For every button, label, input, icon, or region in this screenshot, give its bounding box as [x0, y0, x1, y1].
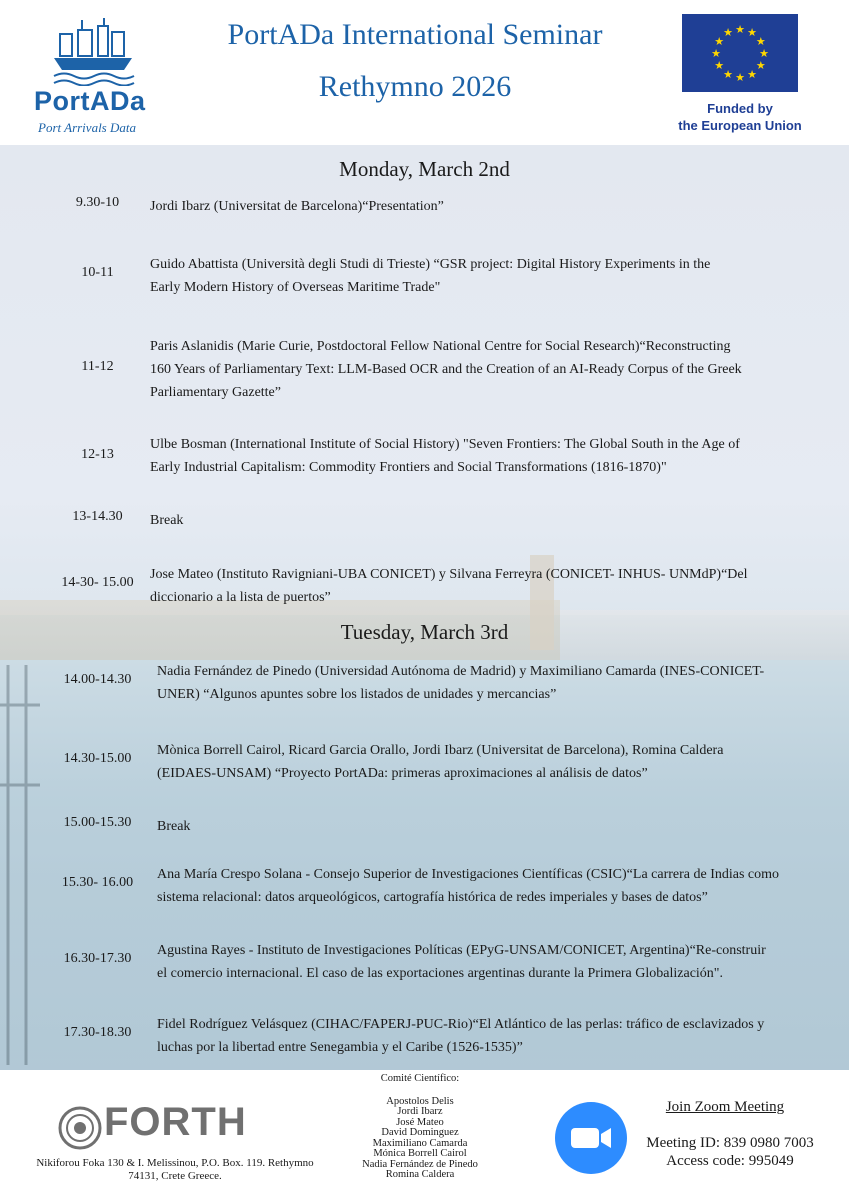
talk-line: Early Modern History of Overseas Maritime Trade": [150, 280, 441, 295]
session-talk: [157, 939, 817, 985]
session-time: 11-12: [81, 359, 114, 374]
eu-star: ★: [747, 27, 757, 40]
talk-line: Nadia Fernández de Pinedo (Universidad Autónoma de Madrid) y Maximiliano Camarda (INES-CONICET-: [157, 664, 765, 679]
session-talk: [150, 335, 810, 404]
page-subtitle: Rethymno 2026: [318, 70, 512, 103]
eu-star: ★: [759, 48, 769, 60]
eu-star: ★: [755, 60, 766, 72]
talk-line: Parliamentary Gazette”: [150, 385, 281, 400]
session-time: 15.00-15.30: [63, 815, 132, 830]
talk-line: Jose Mateo (Instituto Ravigniani-UBA CONICET) y Silvana Ferreyra (CONICET- INHUS- UNMdP)“Del: [150, 567, 748, 582]
eu-star: ★: [735, 24, 745, 36]
background-fence: [0, 665, 40, 1065]
talk-line: diccionario a la lista de puertos”: [150, 590, 331, 605]
session-talk: [150, 195, 810, 218]
session-talk: [157, 660, 817, 706]
talk-line: Break: [150, 513, 184, 528]
join-zoom-link[interactable]: Join Zoom Meeting: [665, 1099, 785, 1115]
talk-line: Mònica Borrell Cairol, Ricard Garcia Orallo, Jordi Ibarz (Universitat de Barcelona), Romina Caldera: [157, 743, 724, 758]
committee-member: Jordi Ibarz: [397, 1106, 443, 1117]
eu-star: ★: [723, 68, 733, 81]
eu-flag-icon: [682, 14, 798, 92]
session-time: 17.30-18.30: [63, 1025, 132, 1040]
address-line: 74131, Crete Greece.: [128, 1170, 222, 1182]
footer: [0, 1070, 849, 1200]
committee-member: Apostolos Delis: [386, 1095, 454, 1107]
page-title: PortADa International Seminar: [227, 18, 603, 51]
scientific-committee: [330, 1074, 510, 1181]
session-time: 10-11: [81, 265, 114, 280]
session-time: 14.30-15.00: [63, 751, 132, 766]
logo-name: PortADa: [34, 86, 146, 116]
talk-line: Guido Abattista (Università degli Studi di Trieste) “GSR project: Digital History Experiments in the: [150, 257, 711, 272]
talk-line: Break: [157, 819, 191, 834]
session-time: 12-13: [81, 447, 114, 462]
session-talk: [157, 739, 817, 785]
talk-line: sistema relacional: datos arqueológicos, cartografía histórica de redes imperiales y bases de datos”: [157, 890, 708, 905]
session-talk: [150, 253, 810, 299]
talk-line: luchas por la libertad entre Senegambia y el Caribe (1526-1535)”: [157, 1040, 523, 1055]
access-code: Access code: 995049: [666, 1153, 794, 1169]
session-talk: [157, 815, 817, 838]
talk-line: Early Industrial Capitalism: Commodity Frontiers and Social Transformations (1816-1870)": [150, 460, 667, 475]
eu-star: ★: [735, 72, 745, 84]
talk-line: (EIDAES-UNSAM) “Proyecto PortADa: primeras aproximaciones al análisis de datos”: [157, 766, 648, 781]
camera-icon: [555, 1102, 627, 1174]
talk-line: Ulbe Bosman (International Institute of Social History) "Seven Frontiers: The Global South in the Age of: [150, 437, 740, 452]
session-time: 13-14.30: [72, 509, 123, 524]
session-time: 16.30-17.30: [63, 951, 132, 966]
session-time: 9.30-10: [75, 195, 120, 210]
talk-line: Ana María Crespo Solana - Consejo Superior de Investigaciones Científicas (CSIC)“La carrera de Indias como: [157, 867, 780, 882]
committee-member: José Mateo: [396, 1116, 444, 1128]
eu-line-1: Funded by: [707, 101, 773, 116]
eu-star: ★: [714, 36, 725, 48]
eu-stars: [682, 14, 798, 92]
forth-logo: FORTH: [104, 1100, 247, 1144]
talk-line: 160 Years of Parliamentary Text: LLM-Based OCR and the Creation of an AI-Ready Corpus of the Greek: [150, 362, 742, 377]
ship-icon: [52, 16, 142, 86]
session-time: 15.30- 16.00: [61, 875, 134, 890]
talk-line: Fidel Rodríguez Velásquez (CIHAC/FAPERJ-PUC-Rio)“El Atlántico de las perlas: tráfico de esclavizados y: [157, 1017, 765, 1032]
address-line: Nikiforou Foka 130 & I. Melissinou, P.O. Box. 119. Rethymno: [36, 1157, 314, 1169]
day-heading-monday: Monday, March 2nd: [339, 157, 510, 181]
eu-star: ★: [711, 48, 721, 60]
committee-member: David Dominguez: [381, 1127, 459, 1138]
program-section: [0, 145, 849, 1070]
zoom-details: [630, 1134, 830, 1170]
session-talk: [150, 509, 810, 532]
eu-star: ★: [714, 60, 725, 72]
eu-star: ★: [747, 68, 757, 81]
talk-line: el comercio internacional. El caso de las exportaciones argentinas durante la Primera Globalización".: [157, 966, 724, 981]
committee-member: Maximiliano Camarda: [372, 1137, 468, 1149]
eu-line-2: the European Union: [678, 118, 802, 133]
talk-line: Paris Aslanidis (Marie Curie, Postdoctoral Fellow National Centre for Social Research)“Reconstructing: [150, 339, 731, 354]
session-talk: [157, 1013, 817, 1059]
session-time: 14.00-14.30: [63, 672, 132, 687]
day-heading-tuesday: Tuesday, March 3rd: [340, 620, 509, 644]
committee-member: Romina Caldera: [385, 1169, 455, 1180]
committee-member: Nadia Fernández de Pinedo: [362, 1158, 478, 1170]
committee-title: Comité Científico:: [380, 1073, 460, 1084]
eu-star: ★: [723, 27, 733, 40]
talk-line: UNER) “Algunos apuntes sobre los listados de unidades y mercancias”: [157, 687, 557, 702]
session-talk: [150, 433, 810, 479]
forth-seal-icon: [58, 1106, 102, 1150]
eu-funding-text: [660, 100, 820, 134]
talk-line: Jordi Ibarz (Universitat de Barcelona)“Presentation”: [150, 199, 444, 214]
zoom-icon[interactable]: [555, 1102, 627, 1174]
committee-member: Mónica Borrell Cairol: [373, 1148, 467, 1159]
talk-line: Agustina Rayes - Instituto de Investigaciones Políticas (EPyG-UNSAM/CONICET, Argentina)“Re-construir: [157, 943, 766, 958]
session-talk: [157, 863, 817, 909]
meeting-id: Meeting ID: 839 0980 7003: [646, 1135, 814, 1151]
session-time: 14-30- 15.00: [61, 575, 134, 590]
eu-star: ★: [755, 36, 766, 48]
header: [0, 0, 849, 145]
forth-address: [30, 1157, 320, 1183]
logo-subtitle: Port Arrivals Data: [38, 120, 136, 135]
session-talk: [150, 563, 810, 609]
